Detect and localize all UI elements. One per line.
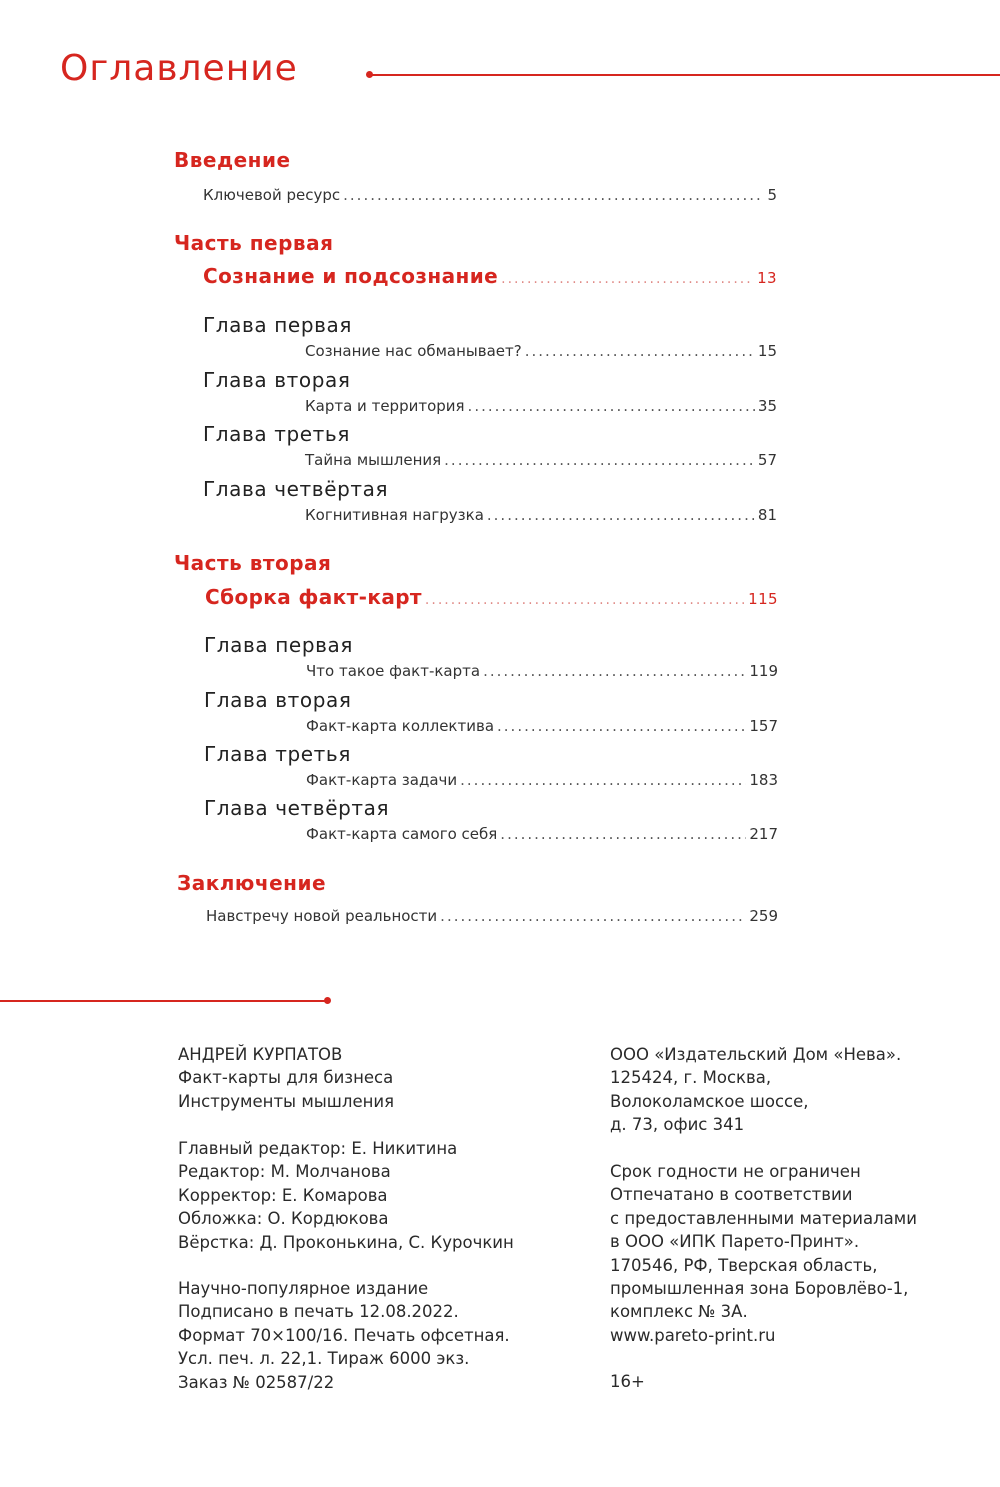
toc-entry-label: Ключевой ресурс (203, 186, 341, 204)
toc-entry-chapter[interactable] (306, 771, 778, 789)
toc-entry-page: 157 (749, 717, 778, 735)
section-heading-part1: Часть первая (174, 231, 334, 255)
imprint-line: комплекс № 3А. (610, 1302, 748, 1322)
imprint-line: Редактор: М. Молчанова (178, 1162, 391, 1182)
toc-entry-page: 115 (748, 590, 778, 608)
toc-entry-page: 35 (757, 397, 777, 415)
dot-leader (440, 907, 746, 925)
imprint-line: Заказ № 02587/22 (178, 1372, 335, 1392)
toc-entry-chapter[interactable] (305, 397, 777, 415)
toc-entry-chapter[interactable] (306, 662, 778, 680)
header-rule (368, 74, 1000, 76)
dot-leader (460, 771, 746, 789)
toc-entry-label: Сборка факт-карт (205, 585, 422, 609)
imprint-line: Обложка: О. Кордюкова (178, 1209, 389, 1229)
imprint-staff (178, 1137, 514, 1254)
imprint-line: Усл. печ. л. 22,1. Тираж 6000 экз. (178, 1349, 470, 1369)
imprint-line: с предоставленными материалами (610, 1208, 917, 1228)
imprint-line: Инструменты мышления (178, 1091, 395, 1111)
section-heading-intro: Введение (174, 148, 291, 172)
chapter-heading: Глава третья (204, 742, 351, 766)
imprint-line: Формат 70×100/16. Печать офсетная. (178, 1325, 510, 1345)
dot-leader (468, 397, 755, 415)
toc-entry-label: Факт-карта задачи (306, 771, 458, 789)
toc-entry-page: 183 (749, 771, 778, 789)
toc-entry-part2-title[interactable] (205, 585, 778, 609)
toc-entry-page: 119 (749, 662, 778, 680)
imprint-rule (0, 1000, 328, 1002)
toc-entry-page: 15 (757, 342, 777, 360)
toc-entry-part1-title[interactable] (203, 264, 777, 288)
toc-entry-label: Карта и территория (305, 397, 465, 415)
toc-entry-page: 217 (749, 825, 778, 843)
dot-leader (483, 662, 746, 680)
dot-leader (500, 825, 746, 843)
toc-entry-label: Тайна мышления (305, 451, 442, 469)
imprint-line: Вёрстка: Д. Проконькина, С. Курочкин (178, 1232, 514, 1252)
toc-entry-chapter[interactable] (305, 451, 777, 469)
toc-entry-intro[interactable] (203, 186, 777, 204)
toc-entry-chapter[interactable] (305, 342, 777, 360)
toc-entry-page: 5 (767, 186, 777, 204)
imprint-line: 125424, г. Москва, (610, 1068, 772, 1088)
toc-entry-label: Сознание нас обманывает? (305, 342, 522, 360)
imprint-line: д. 73, офис 341 (610, 1115, 745, 1135)
imprint-line: Срок годности не ограничен (610, 1162, 861, 1181)
chapter-heading: Глава третья (203, 422, 350, 446)
chapter-heading: Глава вторая (204, 688, 352, 712)
dot-leader (487, 506, 755, 524)
imprint-line: Главный редактор: Е. Никитина (178, 1139, 458, 1158)
toc-entry-chapter[interactable] (306, 825, 778, 843)
toc-entry-page: 13 (757, 269, 777, 287)
chapter-heading: Глава первая (204, 633, 353, 657)
imprint-line: ООО «Издательский Дом «Нева». (610, 1045, 902, 1064)
dot-leader (343, 186, 764, 204)
imprint-author: АНДРЕЙ КУРПАТОВ (178, 1045, 343, 1064)
dot-leader (501, 271, 754, 287)
section-heading-conclusion: Заключение (177, 871, 327, 895)
imprint-line: Факт-карты для бизнеса (178, 1068, 394, 1088)
toc-entry-page: 57 (757, 451, 777, 469)
toc-entry-conclusion[interactable] (206, 907, 778, 925)
chapter-heading: Глава первая (203, 313, 352, 337)
imprint-rule-dot (324, 997, 331, 1004)
imprint-book-info (178, 1043, 394, 1113)
imprint-line: 170546, РФ, Тверская область, (610, 1255, 878, 1275)
imprint-tech (178, 1277, 510, 1394)
imprint-line: Научно-популярное издание (178, 1279, 429, 1298)
age-rating: 16+ (610, 1372, 645, 1391)
imprint-line: промышленная зона Боровлёво-1, (610, 1278, 909, 1298)
dot-leader (425, 592, 745, 608)
toc-entry-label: Факт-карта самого себя (306, 825, 498, 843)
chapter-heading: Глава четвёртая (204, 796, 390, 820)
imprint-printer (610, 1160, 917, 1347)
toc-entry-label: Навстречу новой реальности (206, 907, 438, 925)
toc-entry-label: Когнитивная нагрузка (305, 506, 484, 524)
imprint-website: www.pareto-print.ru (610, 1325, 776, 1345)
toc-entry-chapter[interactable] (305, 506, 777, 524)
imprint-line: Корректор: Е. Комарова (178, 1185, 388, 1205)
chapter-heading: Глава вторая (203, 368, 351, 392)
imprint-line: в ООО «ИПК Парето-Принт». (610, 1232, 860, 1252)
imprint-line: Отпечатано в соответствии (610, 1185, 853, 1205)
section-heading-part2: Часть вторая (174, 551, 332, 575)
dot-leader (444, 451, 755, 469)
dot-leader (497, 717, 746, 735)
imprint-line: Волоколамское шоссе, (610, 1091, 809, 1111)
page-title: Оглавление (60, 48, 298, 89)
imprint-line: Подписано в печать 12.08.2022. (178, 1302, 459, 1322)
toc-entry-label: Факт-карта коллектива (306, 717, 495, 735)
toc-entry-page: 81 (757, 506, 777, 524)
toc-entry-label: Сознание и подсознание (203, 264, 499, 288)
imprint-publisher (610, 1043, 901, 1137)
chapter-heading: Глава четвёртая (203, 477, 389, 501)
toc-entry-label: Что такое факт-карта (306, 662, 481, 680)
toc-entry-chapter[interactable] (306, 717, 778, 735)
header-rule-dot (366, 71, 373, 78)
toc-entry-page: 259 (749, 907, 778, 925)
dot-leader (525, 342, 755, 360)
